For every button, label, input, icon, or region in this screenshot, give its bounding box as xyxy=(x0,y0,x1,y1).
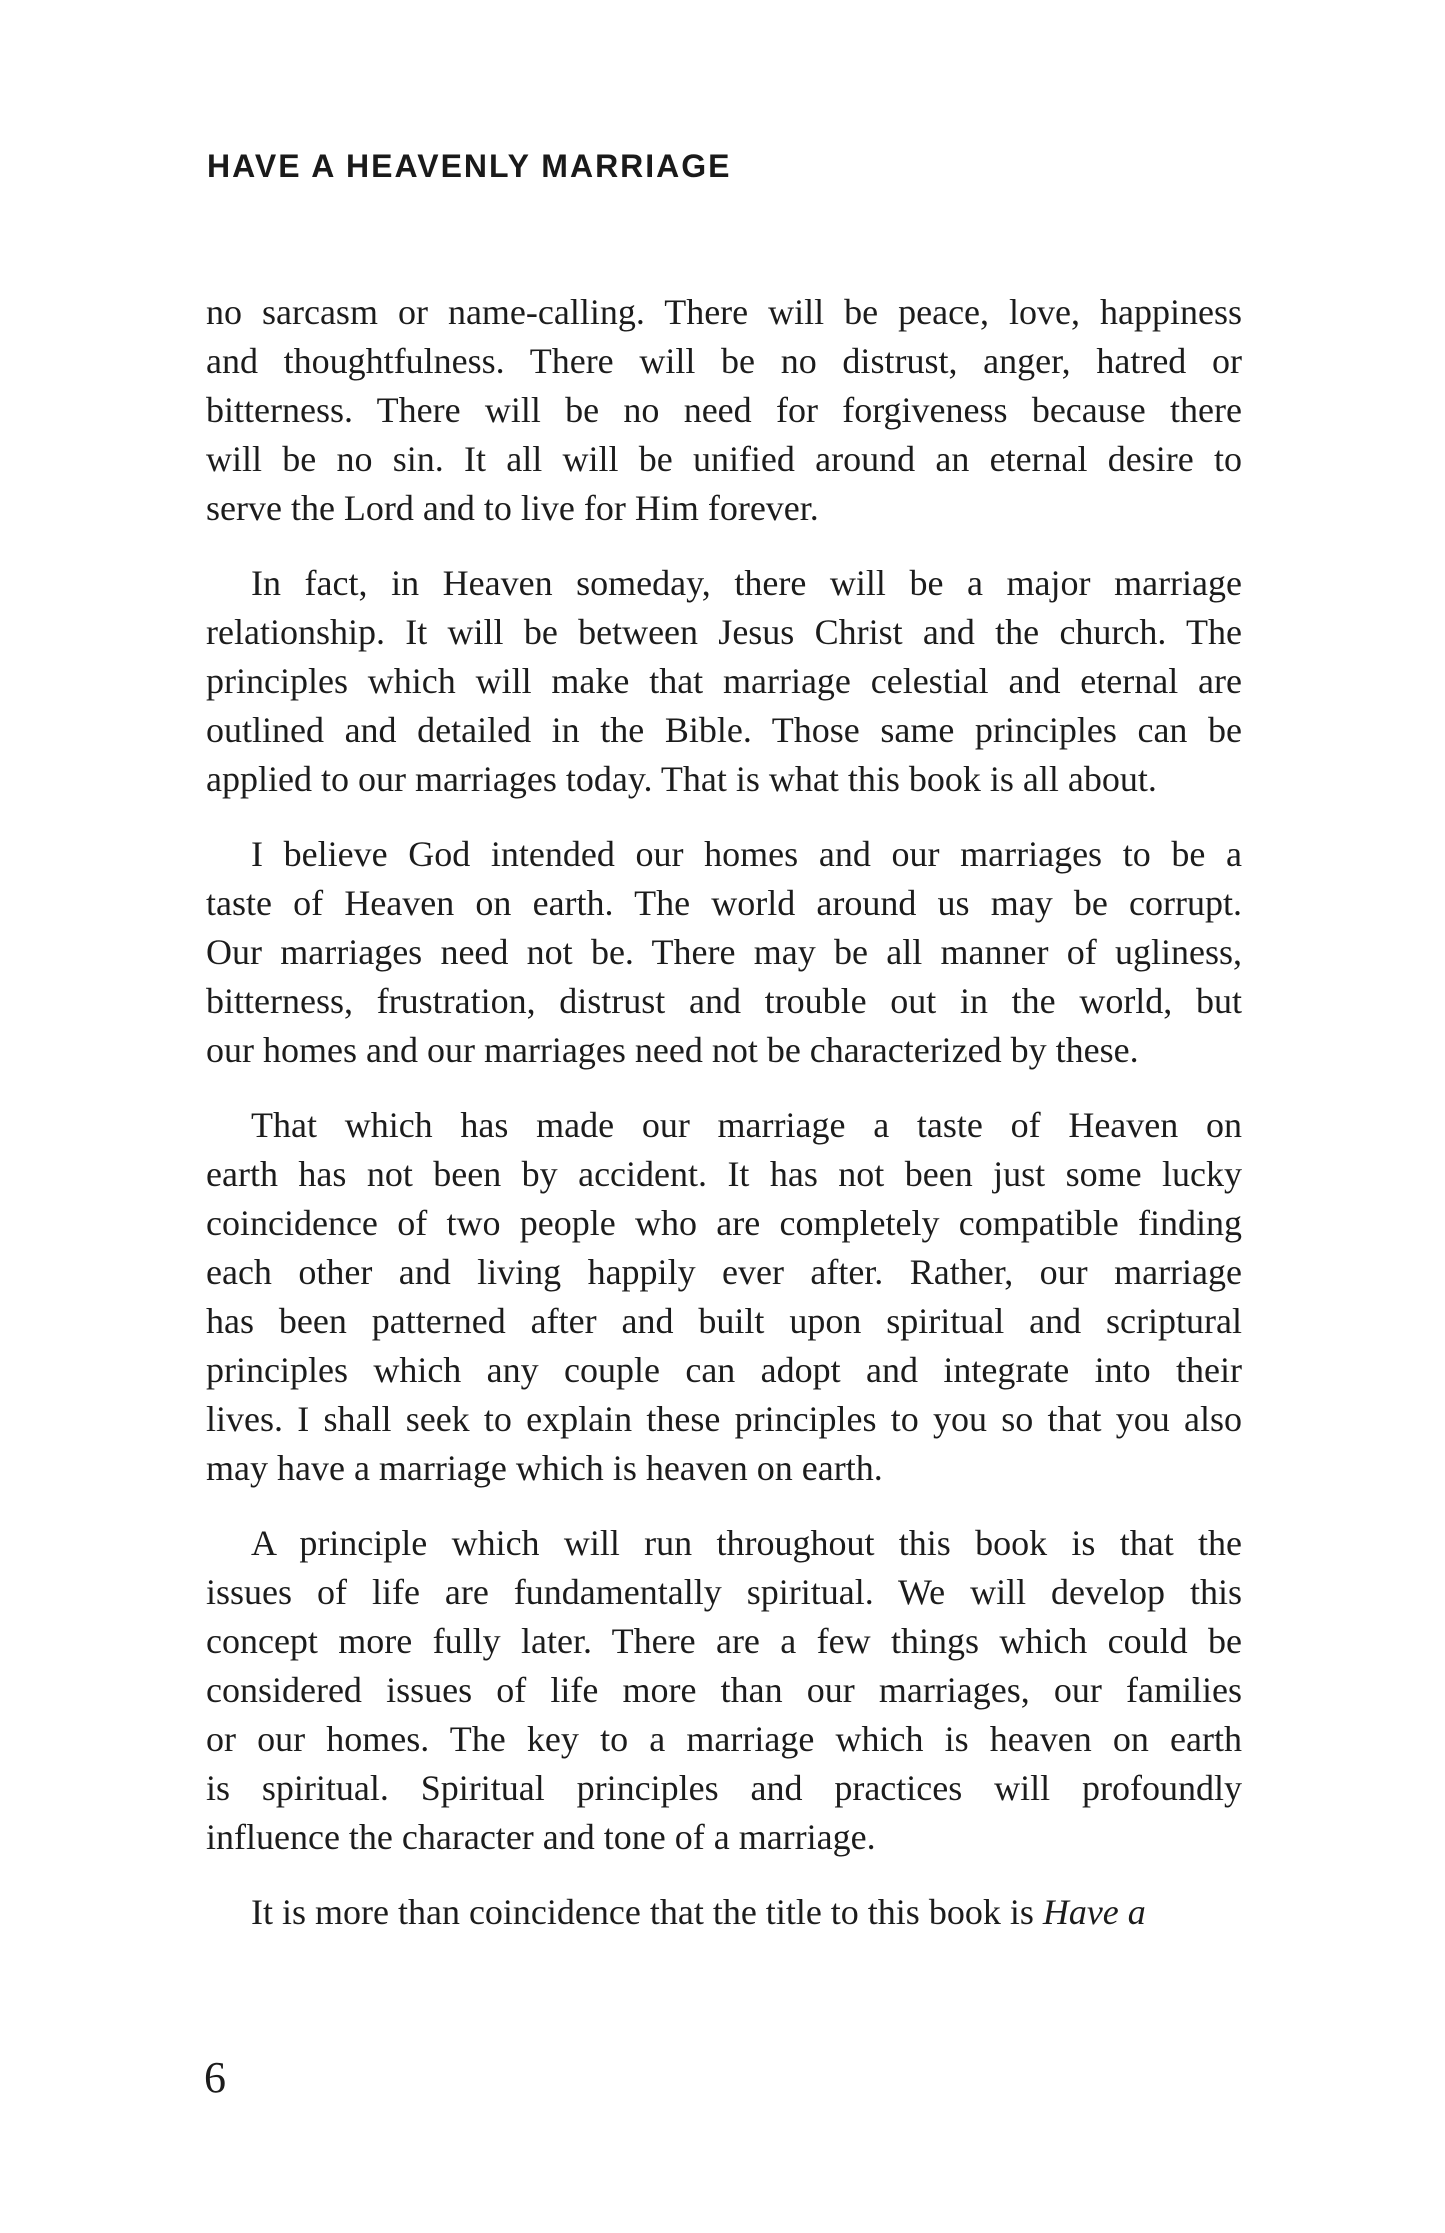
running-header: HAVE A HEAVENLY MARRIAGE xyxy=(207,148,732,184)
body-text-block xyxy=(206,288,1242,1937)
paragraph-line: coincidence of two people who are completely compatible finding xyxy=(206,1203,1242,1243)
paragraph-line: principles which will make that marriage celestial and eternal are xyxy=(206,661,1242,701)
paragraph-line: principles which any couple can adopt and integrate into their xyxy=(206,1350,1242,1390)
paragraph-line: and thoughtfulness. There will be no distrust, anger, hatred or xyxy=(206,341,1242,381)
paragraph-line: concept more fully later. There are a few things which could be xyxy=(206,1621,1242,1661)
paragraph-line: It is more than coincidence that the title to this book is Have a xyxy=(251,1892,1146,1932)
paragraph-line: That which has made our marriage a taste of Heaven on xyxy=(251,1105,1242,1145)
italic-book-title: Have a xyxy=(1042,1892,1146,1932)
paragraph-line: outlined and detailed in the Bible. Those same principles can be xyxy=(206,710,1242,750)
paragraph-line: I believe God intended our homes and our marriages to be a xyxy=(251,834,1242,874)
paragraph-line: may have a marriage which is heaven on earth. xyxy=(206,1448,883,1488)
paragraph-line: has been patterned after and built upon spiritual and scriptural xyxy=(206,1301,1242,1341)
paragraph-line: earth has not been by accident. It has not been just some lucky xyxy=(206,1154,1242,1194)
paragraph-line: In fact, in Heaven someday, there will be a major marriage xyxy=(251,563,1242,603)
paragraph-line: each other and living happily ever after. Rather, our marriage xyxy=(206,1252,1242,1292)
paragraph-line: or our homes. The key to a marriage which is heaven on earth xyxy=(206,1719,1242,1759)
paragraph-line: lives. I shall seek to explain these principles to you so that you also xyxy=(206,1399,1242,1439)
paragraph-line: considered issues of life more than our marriages, our families xyxy=(206,1670,1242,1710)
paragraph-line: is spiritual. Spiritual principles and practices will profoundly xyxy=(206,1768,1242,1808)
paragraph xyxy=(206,1519,1242,1862)
page-number: 6 xyxy=(204,2053,226,2102)
paragraph-line: our homes and our marriages need not be characterized by these. xyxy=(206,1030,1139,1070)
paragraph-line: taste of Heaven on earth. The world around us may be corrupt. xyxy=(206,883,1242,923)
paragraph-line: A principle which will run throughout this book is that the xyxy=(251,1523,1242,1563)
paragraph xyxy=(206,559,1242,804)
paragraph-line: relationship. It will be between Jesus Christ and the church. The xyxy=(206,612,1242,652)
paragraph xyxy=(206,288,1242,533)
paragraph-line: no sarcasm or name-calling. There will be peace, love, happiness xyxy=(206,292,1242,332)
paragraph-line: serve the Lord and to live for Him forever. xyxy=(206,488,819,528)
paragraph-line: bitterness, frustration, distrust and trouble out in the world, but xyxy=(206,981,1242,1021)
paragraph xyxy=(206,1888,1242,1937)
paragraph xyxy=(206,1101,1242,1493)
paragraph-line: issues of life are fundamentally spiritual. We will develop this xyxy=(206,1572,1242,1612)
paragraph-line: applied to our marriages today. That is what this book is all about. xyxy=(206,759,1157,799)
paragraph-line: will be no sin. It all will be unified around an eternal desire to xyxy=(206,439,1242,479)
paragraph-line: bitterness. There will be no need for forgiveness because there xyxy=(206,390,1242,430)
paragraph xyxy=(206,830,1242,1075)
paragraph-line: influence the character and tone of a marriage. xyxy=(206,1817,876,1857)
paragraph-line: Our marriages need not be. There may be all manner of ugliness, xyxy=(206,932,1242,972)
